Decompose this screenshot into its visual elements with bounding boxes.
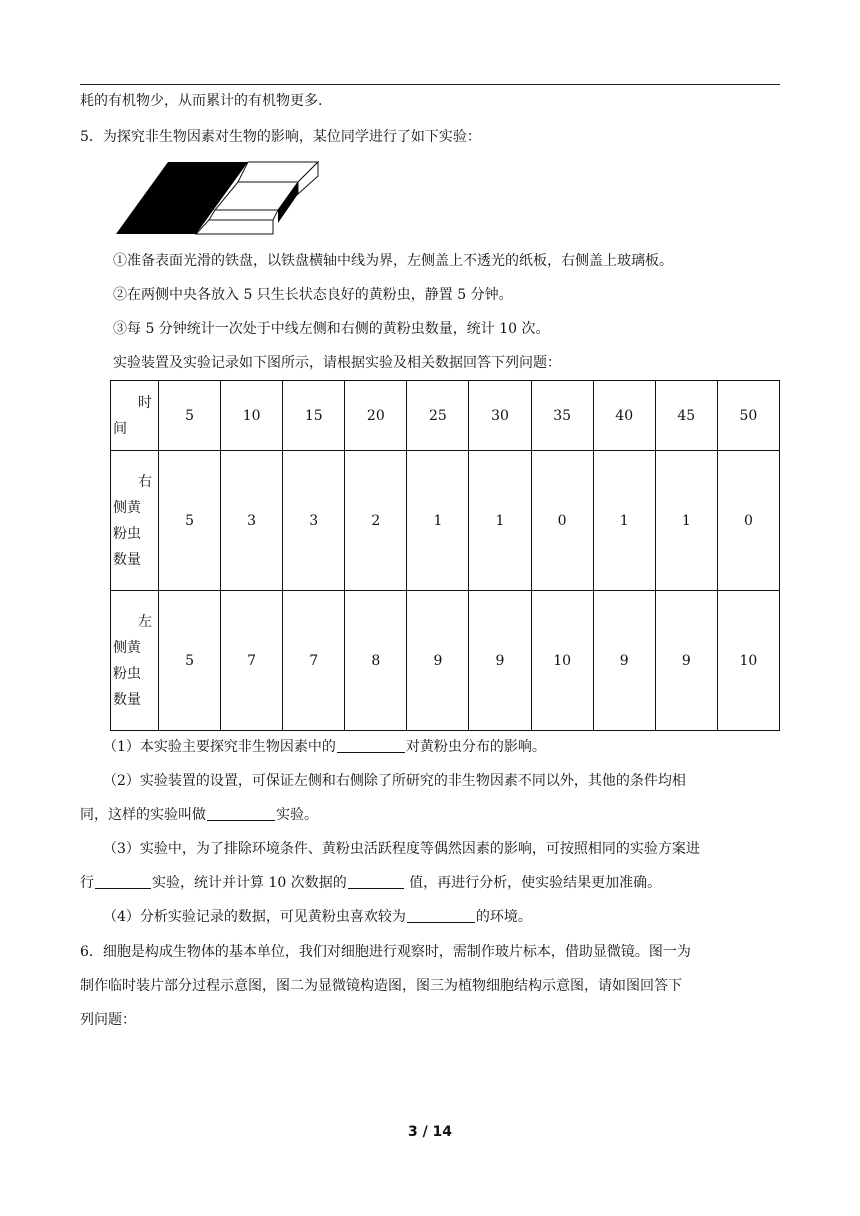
- time-cell: 5: [159, 381, 221, 451]
- left-count-cell: 9: [655, 591, 717, 731]
- page-number: 3 / 14: [407, 1124, 453, 1140]
- time-cell: 20: [345, 381, 407, 451]
- time-cell: 50: [717, 381, 779, 451]
- table-intro: 实验装置及实验记录如下图所示，请根据实验及相关数据回答下列问题：: [113, 355, 561, 371]
- step-1: ①准备表面光滑的铁盘，以铁盘横轴中线为界，左侧盖上不透光的纸板，右侧盖上玻璃板。: [113, 253, 673, 269]
- header-rule: [80, 84, 780, 85]
- table-row-right: [111, 451, 780, 591]
- time-cell: 35: [531, 381, 593, 451]
- right-count-cell: 3: [283, 451, 345, 591]
- right-count-cell: 1: [655, 451, 717, 591]
- time-cell: 15: [283, 381, 345, 451]
- right-count-cell: 0: [717, 451, 779, 591]
- experiment-tray-figure: [113, 158, 323, 238]
- carryover-line: 耗的有机物少，从而累计的有机物更多.: [80, 93, 323, 109]
- answer-blank-1[interactable]: [337, 738, 405, 753]
- sub-question-3-line2: 行 实验，统计并计算 10 次数据的 值，再进行分析，使实验结果更加准确。: [80, 875, 662, 891]
- answer-blank-4[interactable]: [348, 874, 404, 889]
- data-table: [110, 380, 780, 731]
- left-count-cell: 9: [407, 591, 469, 731]
- question-6-line1: 6．细胞是构成生物体的基本单位，我们对细胞进行观察时，需制作玻片标本，借助显微镜。图一为: [80, 944, 691, 960]
- answer-blank-3[interactable]: [95, 874, 151, 889]
- left-count-cell: 10: [531, 591, 593, 731]
- right-count-cell: 1: [469, 451, 531, 591]
- time-cell: 45: [655, 381, 717, 451]
- question-5-stem: 5．为探究非生物因素对生物的影响，某位同学进行了如下实验：: [80, 129, 481, 145]
- time-cell: 30: [469, 381, 531, 451]
- sub-question-2-line2: 同，这样的实验叫做 实验。: [80, 807, 318, 823]
- time-cell: 10: [221, 381, 283, 451]
- question-6-line2: 制作临时装片部分过程示意图，图二为显微镜构造图，图三为植物细胞结构示意图，请如图回答下: [80, 978, 682, 994]
- sub-question-2-line1: （2）实验装置的设置，可保证左侧和右侧除了所研究的非生物因素不同以外，其他的条件均相: [103, 773, 686, 789]
- left-count-cell: 9: [593, 591, 655, 731]
- answer-blank-5[interactable]: [407, 908, 475, 923]
- right-count-cell: 0: [531, 451, 593, 591]
- step-3: ③每 5 分钟统计一次处于中线左侧和右侧的黄粉虫数量，统计 10 次。: [113, 321, 550, 337]
- left-count-cell: 8: [345, 591, 407, 731]
- table-row-time: [111, 381, 780, 451]
- left-count-cell: 7: [283, 591, 345, 731]
- table-row-left: [111, 591, 780, 731]
- time-cell: 40: [593, 381, 655, 451]
- answer-blank-2[interactable]: [207, 806, 275, 821]
- question-6-line3: 列问题：: [80, 1012, 136, 1028]
- right-count-cell: 5: [159, 451, 221, 591]
- right-header-cell: 右 侧黄 粉虫 数量: [111, 451, 159, 591]
- left-count-cell: 7: [221, 591, 283, 731]
- right-count-cell: 2: [345, 451, 407, 591]
- time-cell: 25: [407, 381, 469, 451]
- sub-question-1: （1）本实验主要探究非生物因素中的 对黄粉虫分布的影响。: [103, 739, 546, 755]
- sub-question-3-line1: （3）实验中，为了排除环境条件、黄粉虫活跃程度等偶然因素的影响，可按照相同的实验方案进: [103, 841, 700, 857]
- left-count-cell: 9: [469, 591, 531, 731]
- right-count-cell: 1: [593, 451, 655, 591]
- tray-glass-bottom: [196, 220, 273, 234]
- left-header-cell: 左 侧黄 粉虫 数量: [111, 591, 159, 731]
- right-count-cell: 1: [407, 451, 469, 591]
- time-header-cell: 时 间: [111, 381, 159, 451]
- left-count-cell: 5: [159, 591, 221, 731]
- left-count-cell: 10: [717, 591, 779, 731]
- right-count-cell: 3: [221, 451, 283, 591]
- tray-glass-front: [209, 210, 278, 220]
- step-2: ②在两侧中央各放入 5 只生长状态良好的黄粉虫，静置 5 分钟。: [113, 287, 513, 303]
- sub-question-4: （4）分析实验记录的数据，可见黄粉虫喜欢较为 的环境。: [103, 909, 532, 925]
